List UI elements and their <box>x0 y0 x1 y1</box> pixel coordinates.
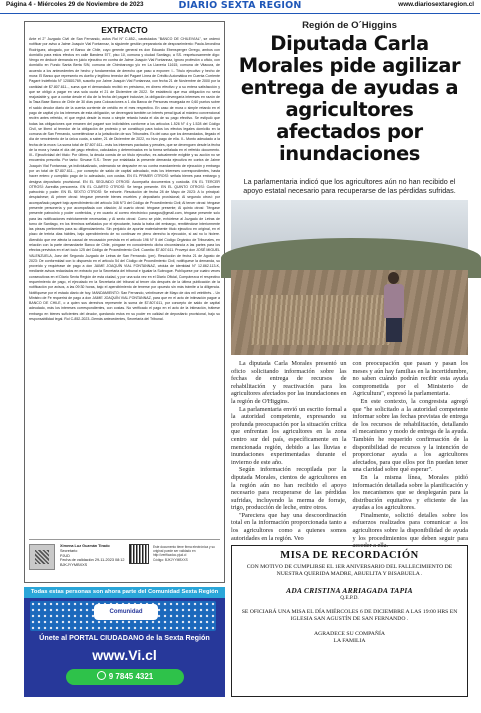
website[interactable]: www.diariosextaregion.cl <box>398 1 474 8</box>
memorial-mass-notice <box>231 545 468 697</box>
misa-qepd: Q.E.P.D. <box>340 595 359 601</box>
extracto-box <box>24 21 225 583</box>
article-headline: Diputada Carla Morales pide agilizar entrega de ayudas a agricultores afectados por inundaciones <box>238 32 461 165</box>
article-column-1 <box>231 360 347 542</box>
paragraph: La diputada Carla Morales presentó un oficio solicitando información sobre las fechas de entrega de recursos de rehabilitación y reactivación para los agricultores afectados por las inundaciones en la región de O'Higgins. <box>231 360 347 405</box>
whatsapp-icon <box>97 671 106 680</box>
signer-court: PJUD <box>60 553 70 558</box>
misa-title: MISA DE RECORDACIÓN <box>280 550 419 561</box>
verify-code: Código: BJKJYYMBXXS <box>153 557 188 562</box>
paragraph: En la misma línea, Morales pidió información detallada sobre la planificación y los mecanismos que se desplegarán para la distribución equitativa y eficiente de las ayudas a los agricultores. <box>352 473 468 512</box>
article-dek: La parlamentaria indicó que los agricultores aún no han recibido el apoyo estatal necesario para recuperarse de las pérdidas sufridas. <box>243 177 456 195</box>
person-head <box>388 272 399 284</box>
misa-thanks-line1: AGRADECE SU COMPAÑÍA <box>314 631 385 637</box>
misa-thanks <box>240 631 459 645</box>
misa-info: SE OFICIARÁ UNA MISA EL DÍA MIÉRCOLES 6 DE DICIEMBRE A LAS 19:00 HRS EN IGLESIA SAN AGUSTÍN DE SAN FERNANDO . <box>241 609 458 622</box>
whatsapp-button[interactable] <box>66 669 184 685</box>
photo-crop <box>251 295 391 345</box>
court-seal-icon <box>29 544 55 570</box>
photo-person <box>383 272 405 342</box>
paragraph: Según información recopilada por la diputada Morales, cientos de agricultores en la región aún no han recibido el apoyo necesario para recuperarse de las pérdidas sufridas, incluyendo la merma de forraje, trigo, producción de leche, entre otros. <box>231 466 347 512</box>
ad-join-text: Únete al PORTAL CIUDADANO de la Sexta Región <box>39 633 210 642</box>
signer-role: Secretario <box>60 548 78 553</box>
whatsapp-number: 9 7845 4321 <box>108 672 154 681</box>
paragraph: En este contexto, la congresista agregó que "he solicitado a la autoridad competente informar sobre las fechas previstas de entrega de los recursos de rehabilitación, detallando el mecanismo y modo de entrega de la ayuda. También he requerido confirmación de la disponibilidad de recursos y la intención de proporcionar ayuda a los agricultores afectados, para que ellos por fin puedan tener una claridad sobre qué esperar". <box>352 397 468 474</box>
signature-block <box>29 539 220 579</box>
page-header <box>0 0 480 14</box>
article-column-2 <box>352 360 469 550</box>
masthead: DIARIO SEXTA REGIÓN <box>178 0 302 11</box>
signer-name: Ximena Luz Guzmán Tirado <box>60 544 110 548</box>
signature-text <box>60 544 125 568</box>
extracto-body: Ante el 2° Juzgado Civil de San Fernando, autos Rol N° C-852-, caratulados "BANCO DE CHILE/VIAL", se ordenó notificar por aviso a Jaime Joaquín Vial Fontannaz, la siguiente gestión preparatoria de desposeimiento: Paula Arrondina Rodríguez, abogado, por el Banco de Chile, cuyo gerente general es don Eduardo Ebensperger Orrego, ambos con domicilio para estos efectos en calle Bandera 577, piso 10, comuna y ciudad Santiago, a SS. respetuosamente digo: Vengo en deducir demanda en juicio ejecutivo en contra de Jaime Joaquín Vial Fontannaz, ignoro profesión u oficio, con domicilio en Fundo Santa Berta S/N, comuna de Chimbarongo y/o en La Llavería 11615, comuna de Vitacura, de acuerdo a los antecedentes de hecho y fundamentos de derecho que paso a exponer: I.- Título ejecutivo y hecho de mora: El Banco que represento es dueño y legítimo tenedor del Pagaré Línea de Crédito Automática en Cuenta Corriente Pagaré Indefinido N° 120801769, suscrito por Jaime Joaquín Vial Fontannaz, con fecha 21 de Noviembre de 2000 por la cantidad de $7.807.611.-, suma que el demandado recibió en préstamo, en dinero efectivo y a su entera satisfacción y que se obligó a pagar en una sola cuota el 21 de Diciembre de 2022. Se estableció que esa obligación no sería reajustable y, que a contar desde el día de la fecha del pagaré inclusive, la obligación devengaría intereses en razón de la Tasa Base Banco de Chile de 30 días para Colocaciones a 1 día Banca de Personas recargada en 0,60 puntos sobre el saldo deudor diario de la cuenta corriente de crédito en el mes respectivo. En caso de mora o simple retardo en el pago de capital y/o los intereses de esta obligación, se devengará también un interés penal igual al máximo convencional recién antes referido, el que regirá desde la mora o simple retardo hasta el día de su pago efectivo. Se estipuló que todas las obligaciones que emanen del pagaré son indivisibles conforme a los artículos 1.526 N° 4 y 1.528 del Código Civil, se liberó al tenedor de la obligación de protesto y se constituyó para todos los efectos legales domicilio en la comuna de San Fernando, sometiéndose a la jurisdicción de sus Tribunales. Es del caso que los demandados, llegado el día de vencimiento de la única cuota, a saber, 21 de Diciembre de 2022, no hizo pago de ella. II.- Monto adeudado a la fecha de la mora: La suma total de $7.807.611.- más los intereses pactados y penales, que se devenguen desde la fecha de la mora y hasta el día del pago efectivo, calculados y determinados en la forma señalada en el referido documento. III.- Ejecutividad del título: Por último, la deuda consta de un título ejecutivo, es actualmente exigible y su acción no se encuentra prescrita. Por tanto: Sírvase S.S.: Tener por entablada la presente demanda ejecutiva en contra de Jaime Joaquín Vial Fontannaz, ya individualizado, ordenando se despache en su contra mandamiento de ejecución y embargo por un total de $7.807.611.-, por concepto de saldo de capital adeudado, más los intereses correspondientes, hasta hacer entero y cumplido pago de lo adeudado, con costas. EN EL PRIMER OTROSÍ: señala bienes para embargo y designa depositario provisional. EN EL SEGUNDO OTROSÍ: Acompaña documentos y custodia. EN EL TERCER OTROSÍ: Acredita personería. EN EL CUARTO OTROSÍ: Se tenga presente. EN EL QUINTO OTROSÍ: Confiere patrocinio y poder. EN EL SEXTO OTROSÍ: Se exhorte. Resolución de fecha 28 de Mayo de 2023: A lo principal: despáchese; Al primer otrosí: téngase presente bienes muebles y depositario provisional; Al segundo otrosí: por acompañado pagaré bajo apercibimiento del artículo 346 N°3 del Código de Procedimiento Civil; Al tercer otrosí: téngase presente personería y por acompañada con citación; Al cuarto otrosí: téngase presente; Al quinto otrosí: Téngase presente patrocinio y poder conferidos, y en cuanto al correo electrónico paragus@gmail.com, téngase presente solo para las notificaciones estrictamente necesarias; y Al sexto otrosí: Como se pide, exhórtese al Juzgado de Letras de turno de Santiago, en los términos señalados por el ejecutante, hasta la traba del embargo, remitiéndose interiormente las piezas pertinentes para su diligenciamiento. Sin perjuicio de aportar materialmente título ejecutivo en original, en el plazo de treinta días hábiles, bajo apercibimiento de no continuar en pleno derecho la ejecución, si así no lo hiciere. Atendido que me afecta la causal de recusación prevista en el artículo 196 N° 5 del Código Orgánico de Tribunales, en relación con la parte demandante Banco de Chile, póngase en conocimiento dicha circunstancia a las partes para los efectos previstos en el art ículo 125 del Código de Procedimiento Civil. Cuantía: $7.807.611. Proveyó don JOSÉ MIGUEL VALENZUELA, Juez del Segundo Juzgado de Letras de San Fernando. (pm). Resolución de fecha 21 de Agosto de 2023: De conformidad con lo dispuesto en el artículo 54 del Código de Procedimiento Civil, notifíquese la demanda, su proveído y requiérase de pago a don JAIME JOAQUÍN VIAL FONTANNAZ, cédula de identidad N° 12.862.113-K, mediante avisos redactados en extracto por la Secretaria del tribunal e igualar la Subrogue. Publíquese por cuatro veces consecutivas en el Diario Sexta Región de esta ciudad, y por una sola vez en el Diario Oficial, Compárezca el respectivo requerimiento de pago, el ejecutado en la Secretaría del tribunal al tercer día después de la última publicación de la notificación por avisos, a las 09:30 horas, bajo el apercibimiento de tenerse por opuesto sin más trámite a la diligencia. Notifíquese por el estado diario de hoy. MANDAMIENTO: San Fernando, veintinueve de Mayo de dos mil veintitrés. - Un Ministro de Fe requerirá de pago a don JAIME JOAQUÍN VIAL FONTANNAZ, para que en el acto de intimación pague a BANCO DE CHILE, o a quien sus derechos represente la suma de $7.807.611, por concepto de saldo de capital adeudado, más los intereses correspondientes, con costas. No verificado el pago en el acto de la intimación, trábese embargo en bienes suficientes del deudor, quedando estos en su poder en calidad de depositario provisional, bajo su responsabilidad legal. Rol C-852-2023.-Demás antecedentes, Secretaría del Tribunal. <box>29 37 220 321</box>
misa-intro: CON MOTIVO DE CUMPLIRSE EL 1ER ANIVERSARIO DEL FALLECIMIENTO DE NUESTRA QUERIDA MADRE, ABUELITA Y BISABUELA . <box>246 564 453 577</box>
portal-ad[interactable] <box>24 587 225 697</box>
ad-url[interactable]: www.Vi.cl <box>92 647 157 663</box>
ad-bubble: Comunidad <box>94 604 158 620</box>
signer-code: BJKJYYMBXXS <box>60 563 88 568</box>
signer-detail: Fecha de validación 29-11-2023 08:12 <box>60 558 125 563</box>
paragraph: "Pareciera que hay una descoordinación total en la información proporcionada tanto a los agricultores como a quienes somos autoridades en la región. Veo <box>231 511 347 542</box>
extracto-title: EXTRACTO <box>101 25 148 35</box>
page-label: Página 4 - Miércoles 29 de Noviembre de 2023 <box>6 1 144 8</box>
misa-name: ADA CRISTINA ARRIAGADA TAPIA <box>286 586 413 595</box>
qr-code-icon <box>129 544 149 564</box>
verify-note <box>153 545 217 562</box>
person-legs <box>386 318 402 342</box>
person-body <box>384 284 404 318</box>
paragraph: Finalmente, solicitó detalles sobre los esfuerzos realizados para comunicar a los agricultores sobre la disponibilidad de ayuda y los procedimientos que deben seguir para acceder a ella. <box>352 511 468 550</box>
verify-note-text: Este documento tiene firma electrónica y su original puede ser validado en http://verificadoc.pjud.cl <box>153 545 215 558</box>
ad-top-text: Todas estas personas son ahora parte del Comunidad Sexta Región <box>24 587 225 598</box>
article-body <box>231 360 468 550</box>
article-photo <box>231 200 468 355</box>
paragraph: con preocupación que pasan y pasan los meses y aún hay familias en la incertidumbre, no saben cuándo podrán recibir esta ayuda comprometida por el Ministerio de Agricultura", expresó la parlamentaria. <box>352 360 468 398</box>
misa-thanks-line2: LA FAMILIA <box>333 638 366 644</box>
paragraph: La parlamentaria envió un escrito formal a la autoridad competente, expresando su profunda preocupación por la situación crítica que enfrentan los agricultores en la zona centro sur del país, específicamente en la mencionada región, debido a las lluvias e inundaciones experimentadas durante el invierno de este año. <box>231 405 347 466</box>
article-kicker: Región de O´Higgins <box>302 20 397 31</box>
